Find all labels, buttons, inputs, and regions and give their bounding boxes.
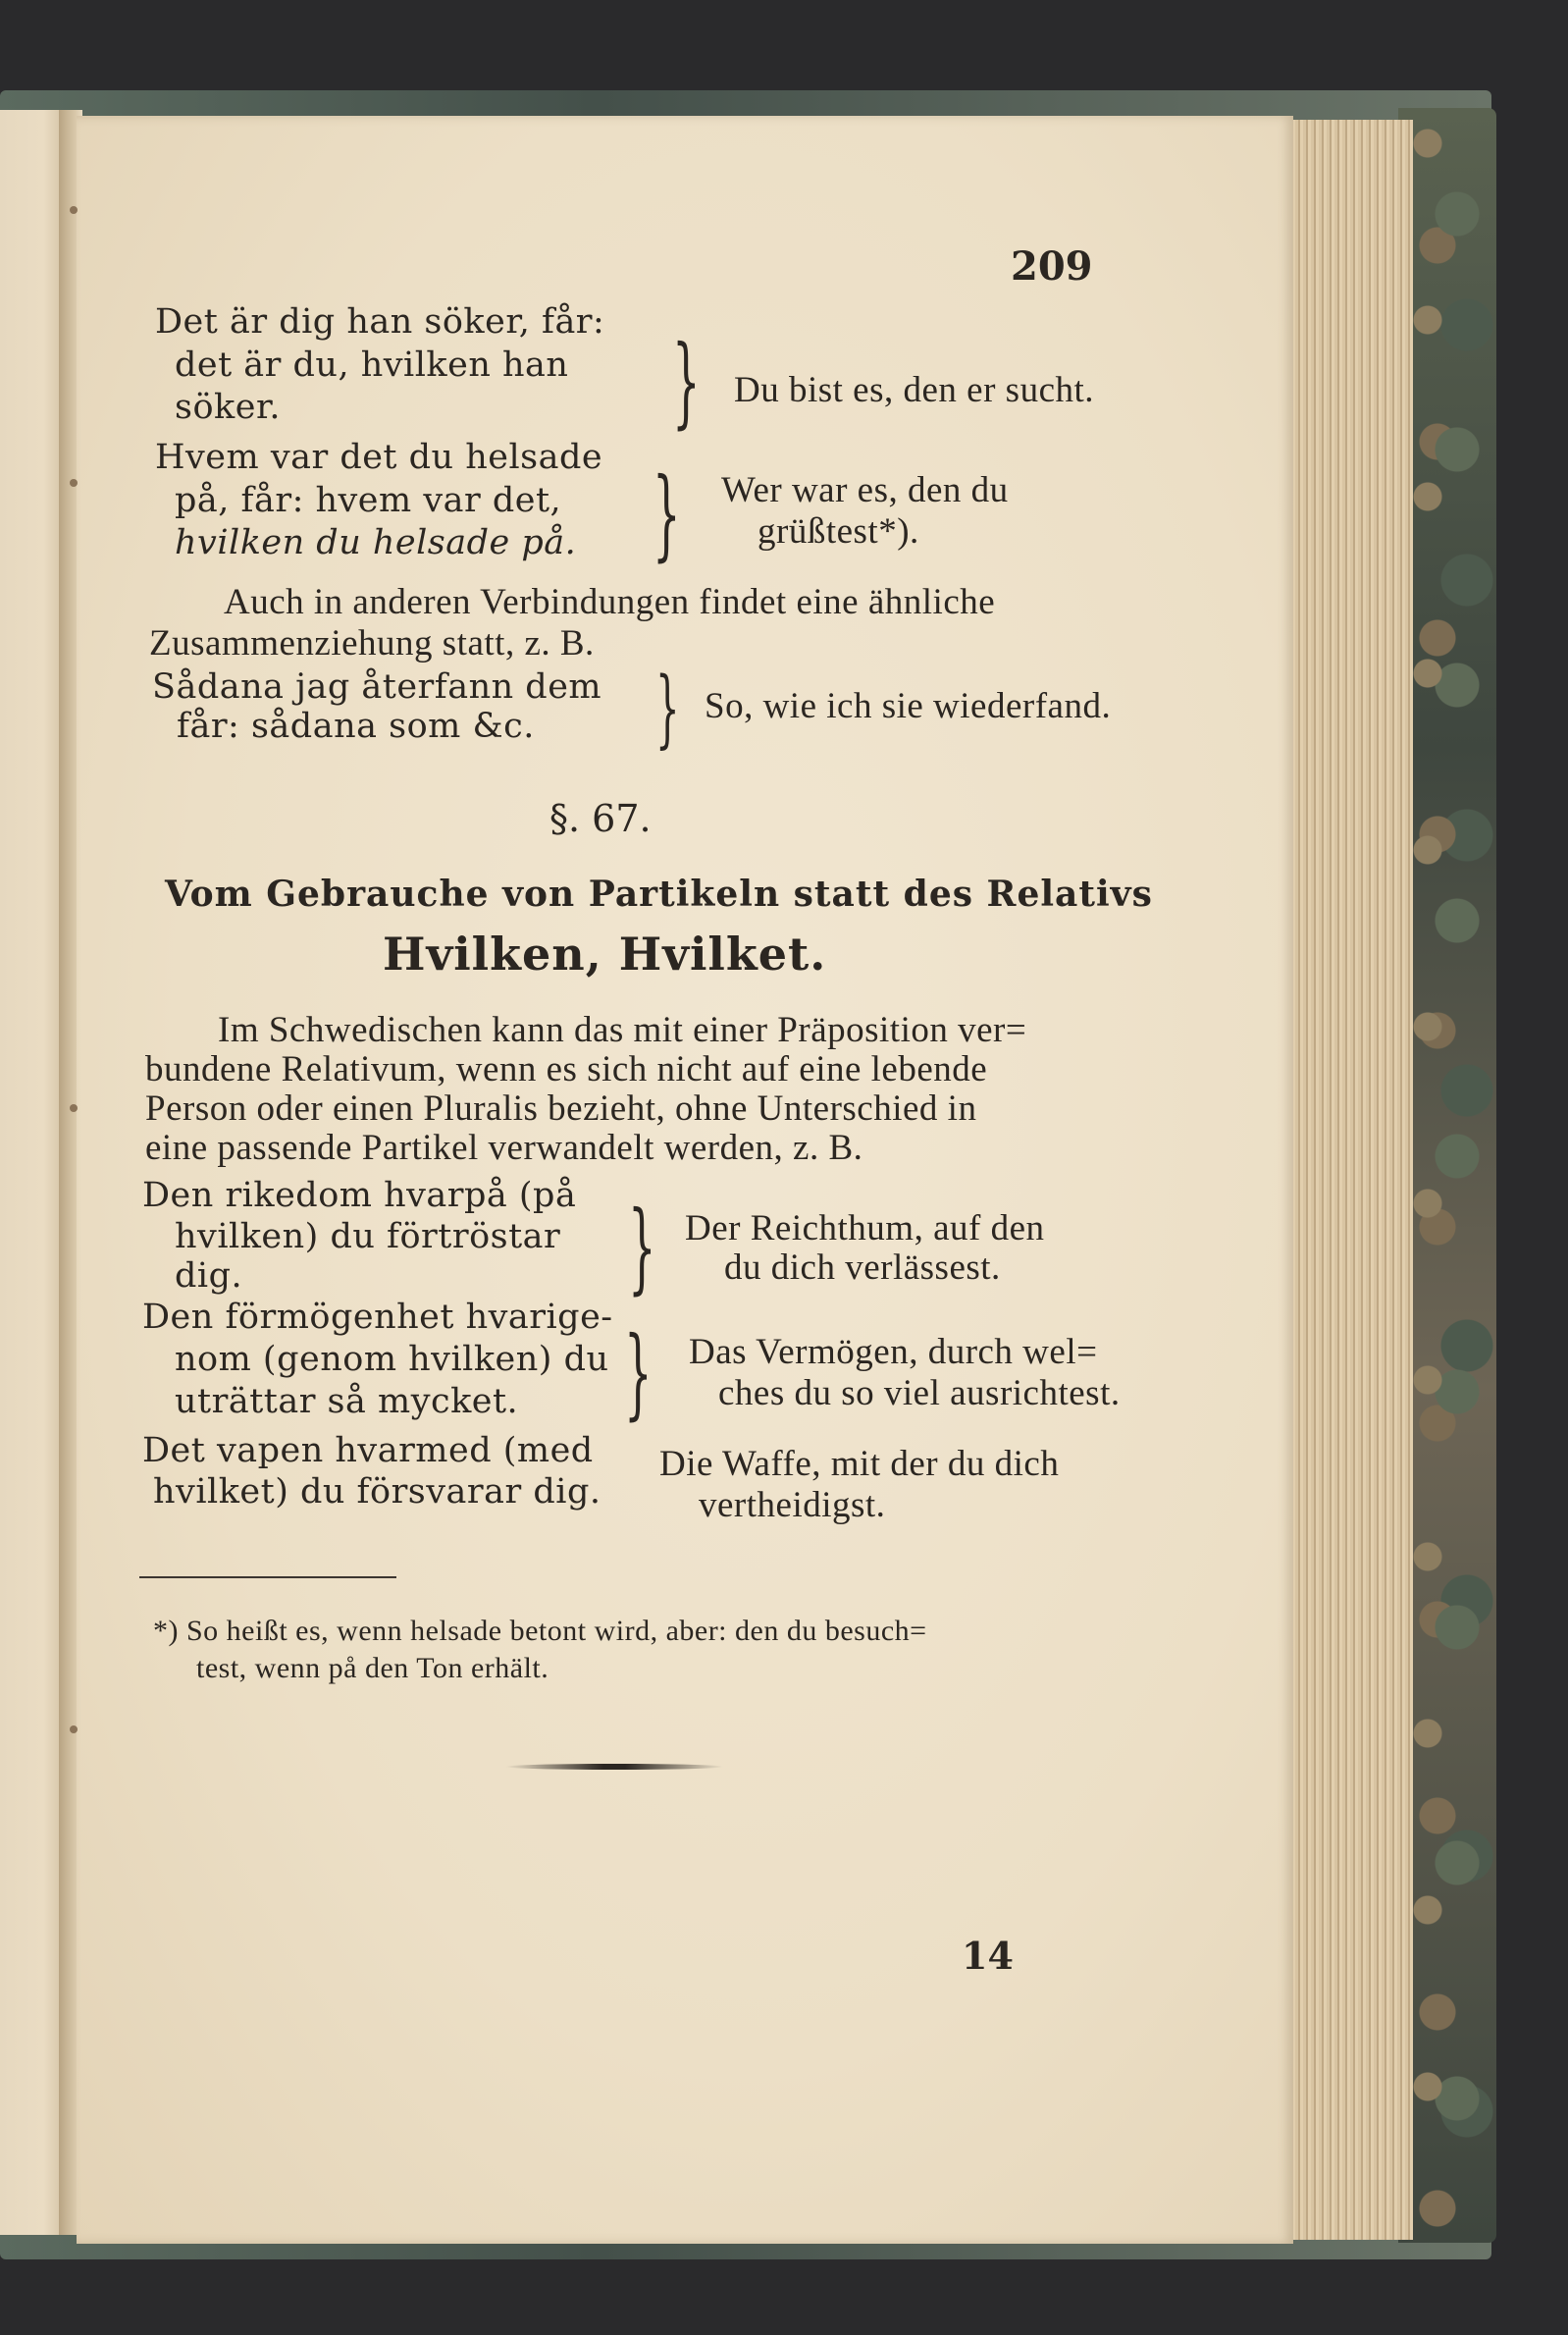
section-headword: Hvilken, Hvilket.	[383, 928, 827, 981]
example-swedish-line: på, får: hvem var det,	[175, 481, 562, 520]
example-german-line: Du bist es, den er sucht.	[734, 370, 1095, 410]
paragraph-line: bundene Relativum, wenn es sich nicht auf eine lebende	[145, 1049, 988, 1089]
section-mark: §. 67.	[549, 797, 652, 840]
example-swedish-line: nom (genom hvilken) du	[175, 1340, 609, 1379]
example-swedish-line: söker.	[175, 388, 281, 427]
brace-icon: }	[655, 660, 680, 758]
example-german-line: vertheidigst.	[699, 1485, 886, 1525]
example-swedish-line: Den rikedom hvarpå (på	[142, 1176, 577, 1215]
stitch-hole	[70, 206, 78, 214]
example-german-line: So, wie ich sie wiederfand.	[705, 686, 1112, 726]
page-edges	[1285, 120, 1413, 2240]
footnote-line: test, wenn på den Ton erhält.	[196, 1652, 549, 1684]
page-number: 209	[1011, 243, 1093, 290]
section-heading: Vom Gebrauche von Partikeln statt des Relativs	[165, 874, 1153, 915]
footnote-line: *) So heißt es, wenn helsade betont wird, aber: den du besuch=	[153, 1615, 927, 1647]
paragraph-line: Zusammenziehung statt, z. B.	[149, 623, 595, 663]
example-german-line: Das Vermögen, durch wel=	[689, 1332, 1098, 1372]
example-swedish-line: Hvem var det du helsade	[155, 438, 603, 477]
paragraph-line: Auch in anderen Verbindungen findet eine ähnliche	[224, 582, 996, 622]
paragraph-line: Im Schwedischen kann das mit einer Präposition ver=	[218, 1010, 1027, 1050]
example-swedish-line: hvilket) du försvarar dig.	[153, 1472, 601, 1512]
example-swedish-line: hvilken du helsade på.	[175, 523, 577, 562]
example-swedish-line: Sådana jag återfann dem	[152, 667, 602, 707]
example-swedish-line: dig.	[175, 1256, 243, 1296]
marbled-cover-edge	[1398, 108, 1496, 2243]
ornament-rule	[505, 1764, 723, 1770]
example-german-line: ches du so viel ausrichtest.	[718, 1373, 1121, 1413]
example-swedish-line: Det är dig han söker, får:	[155, 302, 605, 342]
stitch-hole	[70, 1725, 78, 1733]
signature-mark: 14	[962, 1934, 1014, 1978]
example-swedish-line: Den förmögenhet hvarige-	[142, 1298, 613, 1337]
example-german-line: Die Waffe, mit der du dich	[659, 1444, 1060, 1484]
example-swedish-line: uträttar så mycket.	[175, 1382, 519, 1421]
brace-icon: }	[628, 1190, 656, 1304]
paragraph-line: eine passende Partikel verwandelt werden, z. B.	[145, 1128, 863, 1168]
brace-icon: }	[672, 324, 701, 439]
example-swedish-line: får: sådana som &c.	[177, 707, 535, 746]
example-german-line: grüßtest*).	[758, 511, 919, 552]
brace-icon: }	[653, 456, 681, 571]
example-german-line: Der Reichthum, auf den	[685, 1208, 1045, 1248]
footnote-rule	[139, 1576, 396, 1578]
example-swedish-line: hvilken) du förtröstar	[175, 1217, 561, 1256]
stitch-hole	[70, 1104, 78, 1112]
example-swedish-line: det är du, hvilken han	[175, 345, 569, 385]
paragraph-line: Person oder einen Pluralis bezieht, ohne Unterschied in	[145, 1088, 977, 1129]
brace-icon: }	[624, 1315, 653, 1430]
example-swedish-line: Det vapen hvarmed (med	[142, 1431, 594, 1470]
stitch-hole	[70, 479, 78, 487]
example-german-line: du dich verlässest.	[724, 1247, 1001, 1288]
example-german-line: Wer war es, den du	[721, 470, 1009, 510]
